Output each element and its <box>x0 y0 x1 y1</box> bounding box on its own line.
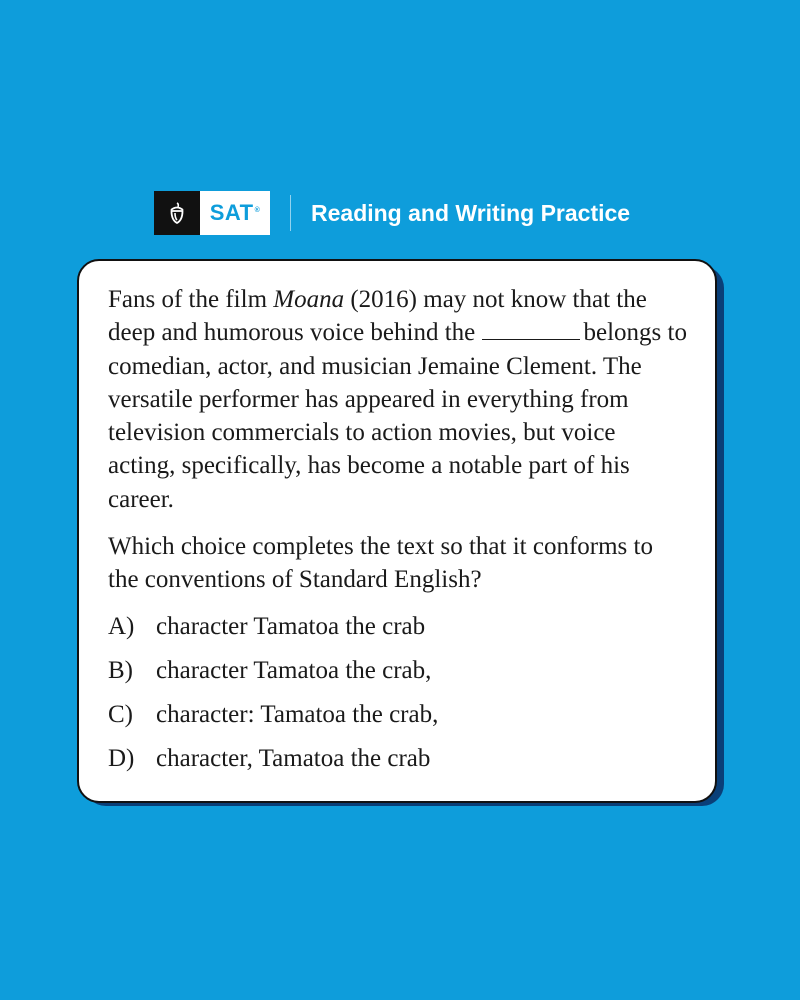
answer-blank <box>482 317 580 340</box>
question-card <box>77 259 717 803</box>
answer-choices <box>108 612 689 774</box>
choice-d[interactable] <box>108 744 689 774</box>
passage-ending: belongs to comedian, actor, and musician Jemaine Clement. The versatile performer has appeared in everything from television commercials to action movies, but voice acting, specifically, has become a notable part of his career. <box>108 319 687 513</box>
sat-logo <box>154 191 270 235</box>
header-divider <box>290 195 291 231</box>
choice-b[interactable] <box>108 656 689 686</box>
choice-text: character: Tamatoa the crab, <box>156 700 439 728</box>
trademark-mark: ® <box>254 206 261 214</box>
choice-text: character Tamatoa the crab, <box>156 656 432 684</box>
header <box>154 191 630 235</box>
acorn-icon <box>168 201 186 225</box>
choice-c[interactable] <box>108 700 689 730</box>
page-title: Reading and Writing Practice <box>311 199 631 226</box>
choice-letter: D) <box>108 744 135 772</box>
logo-wordmark <box>200 191 270 235</box>
passage-intro: Fans of the film <box>108 286 274 313</box>
choice-text: character, Tamatoa the crab <box>156 744 431 772</box>
passage-text <box>108 283 689 516</box>
logo-word: SAT <box>209 200 254 225</box>
choice-letter: A) <box>108 612 135 640</box>
film-title: Moana <box>273 286 345 313</box>
passage-continuation: (2016) may not know that the deep and humorous voice behind the <box>108 286 647 347</box>
choice-letter: C) <box>108 700 133 728</box>
choice-a[interactable] <box>108 612 689 642</box>
choice-text: character Tamatoa the crab <box>156 612 426 640</box>
logo-mark <box>154 191 200 235</box>
choice-letter: B) <box>108 656 133 684</box>
question-prompt: Which choice completes the text so that it conforms to the conventions of Standard English? <box>108 533 653 594</box>
